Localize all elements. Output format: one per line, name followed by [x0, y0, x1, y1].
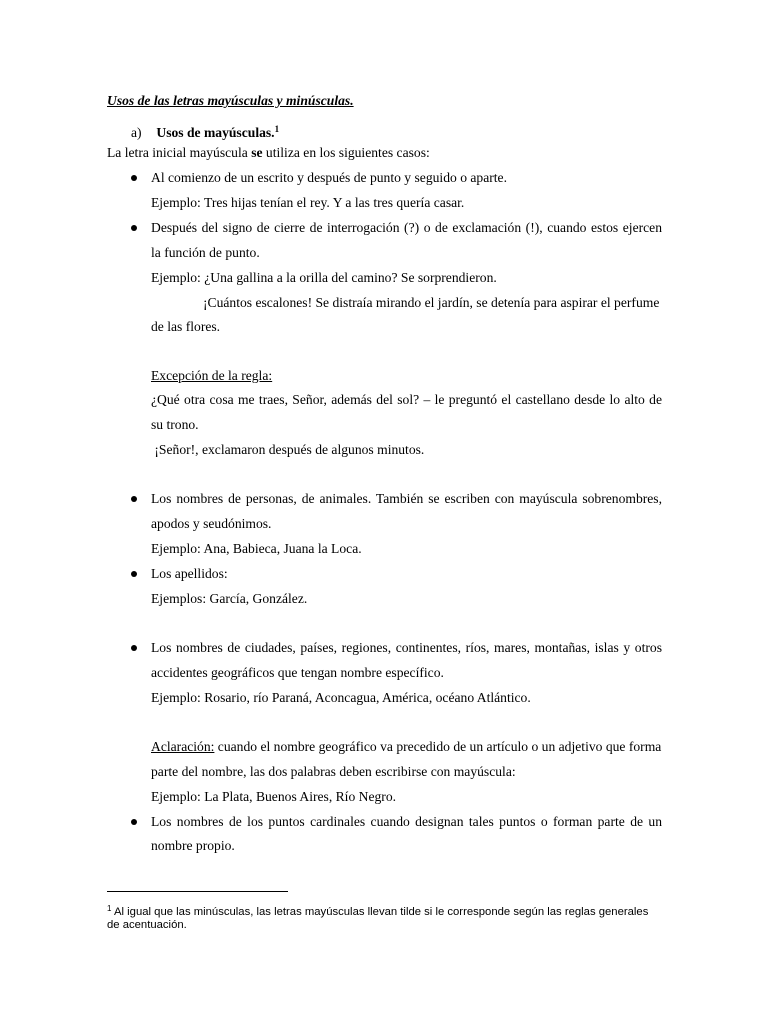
- list-item-example: Ejemplo: Ana, Babieca, Juana la Loca.: [151, 541, 362, 556]
- list-item-example: Ejemplo: Rosario, río Paraná, Aconcagua, América, océano Atlántico.: [151, 690, 531, 705]
- clarification-paragraph: [151, 739, 662, 755]
- intro-bold-word: se: [251, 145, 263, 160]
- footnote-line: Al igual que las minúsculas, las letras mayúsculas llevan tilde si le corresponde según las reglas generales: [111, 906, 649, 918]
- bullet-icon: [131, 496, 137, 502]
- clarification-label: Aclaración:: [151, 739, 215, 754]
- list-item-example: Ejemplo: Tres hijas tenían el rey. Y a las tres quería casar.: [151, 195, 465, 210]
- exception-text-cont: su trono.: [151, 417, 199, 432]
- page-title-text: Usos de las letras mayúsculas y minúsculas.: [107, 93, 354, 108]
- exception-text: ¿Qué otra cosa me traes, Señor, además del sol? – le preguntó el castellano desde lo alto de: [151, 392, 662, 407]
- bullet-icon: [131, 819, 137, 825]
- exception-text-cont: ¡Señor!, exclamaron después de algunos minutos.: [151, 442, 425, 457]
- intro-text-end: utiliza en los siguientes casos:: [262, 145, 430, 160]
- footnote-marker: 1: [107, 904, 112, 913]
- bullet-icon: [131, 225, 137, 231]
- list-item-example: Ejemplo: ¿Una gallina a la orilla del camino? Se sorprendieron.: [151, 270, 497, 285]
- list-item-text: Los nombres de ciudades, países, regiones, continentes, ríos, mares, montañas, islas y otros: [151, 640, 662, 655]
- intro-sentence: [107, 145, 430, 161]
- list-item-text: Los nombres de los puntos cardinales cuando designan tales puntos o forman parte de un: [151, 814, 662, 829]
- footnote-separator: [107, 891, 288, 892]
- clarification-text: cuando el nombre geográfico va precedido de un artículo o un adjetivo que forma: [214, 739, 662, 754]
- list-item-example: Ejemplos: García, González.: [151, 591, 308, 606]
- exception-heading: Excepción de la regla:: [151, 368, 273, 383]
- clarification-example: Ejemplo: La Plata, Buenos Aires, Río Negro.: [151, 789, 397, 804]
- subsection-marker: a): [131, 125, 142, 140]
- list-item-text: Los nombres de personas, de animales. También se escriben con mayúscula sobrenombres,: [151, 491, 662, 506]
- list-item-example-cont: de las flores.: [151, 319, 221, 334]
- list-item-text-cont: apodos y seudónimos.: [151, 516, 272, 531]
- list-item-text: Después del signo de cierre de interrogación (?) o de exclamación (!), cuando estos ejercen: [151, 220, 662, 235]
- bullet-icon: [131, 175, 137, 181]
- list-item-text: Al comienzo de un escrito y después de punto y seguido o aparte.: [151, 170, 507, 185]
- bullet-icon: [131, 571, 137, 577]
- bullet-icon: [131, 645, 137, 651]
- footnote-text-cont: de acentuación.: [107, 919, 187, 931]
- subsection-label: Usos de mayúsculas.: [156, 125, 275, 140]
- list-item-example: ¡Cuántos escalones! Se distraía mirando el jardín, se detenía para aspirar el perfume: [203, 295, 660, 310]
- list-item-text-cont: la función de punto.: [151, 245, 260, 260]
- list-item-text-cont: accidentes geográficos que tengan nombre específico.: [151, 665, 444, 680]
- clarification-text-cont: parte del nombre, las dos palabras deben escribirse con mayúscula:: [151, 764, 516, 779]
- subsection-heading: [131, 121, 279, 141]
- footnote-reference: 1: [274, 124, 280, 134]
- list-item-text-cont: nombre propio.: [151, 838, 235, 853]
- intro-text-start: La letra inicial mayúscula: [107, 145, 252, 160]
- page-title: [107, 93, 354, 109]
- list-item-text: Los apellidos:: [151, 566, 228, 581]
